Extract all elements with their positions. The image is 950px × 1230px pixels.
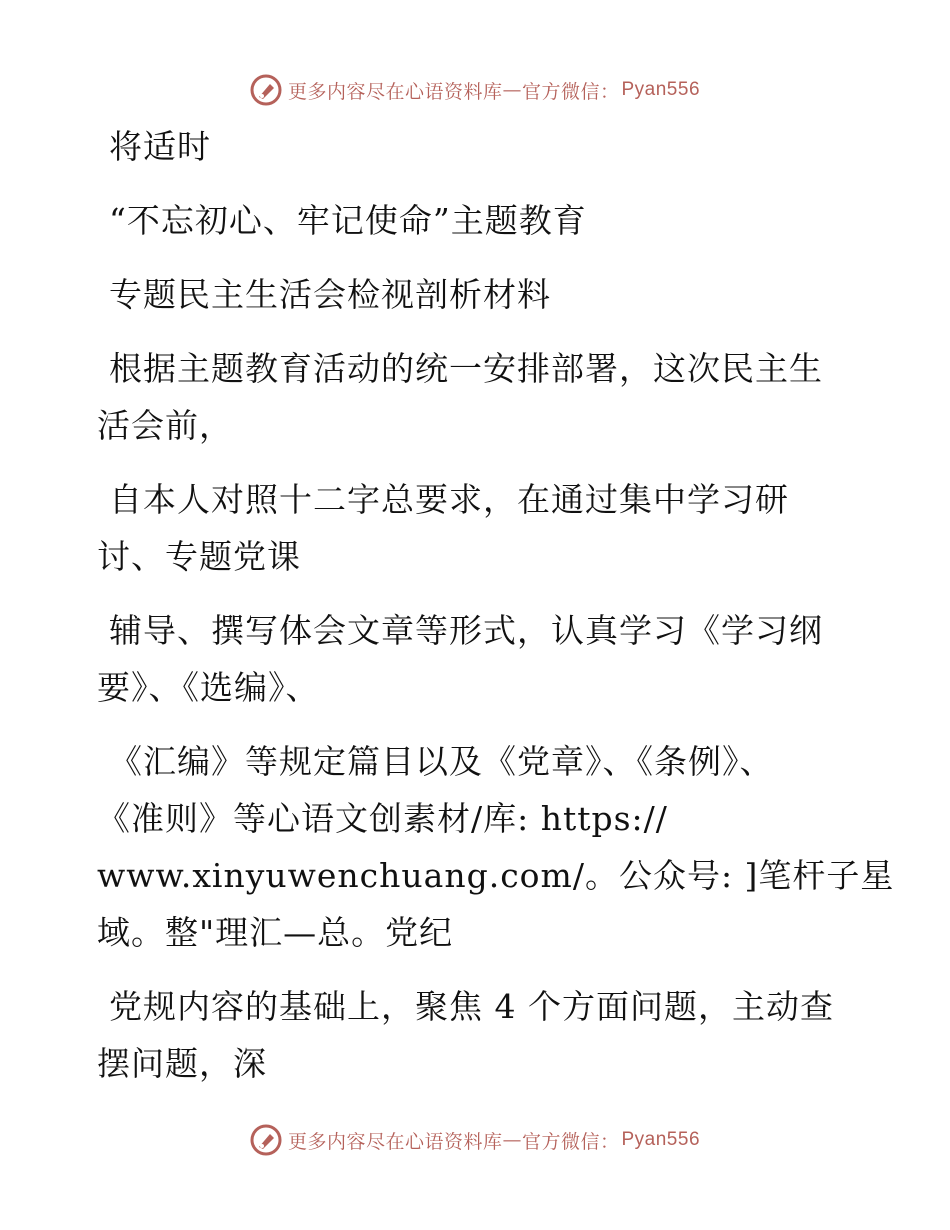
paragraph-line: 自本人对照十二字总要求，在通过集中学习研: [109, 480, 789, 519]
body-paragraph: [97, 471, 857, 585]
paragraph-line: 讨、专题党课: [97, 537, 301, 576]
pen-nib-logo-icon: [250, 1124, 282, 1156]
banner-separator: —: [502, 79, 522, 101]
paragraph-line: 党规内容的基础上，聚焦 4 个方面问题，主动查: [109, 987, 834, 1026]
banner-main-text: 更多内容尽在心语资料库: [287, 80, 503, 103]
banner-separator: —: [502, 1129, 522, 1151]
pen-nib-logo-icon: [250, 74, 282, 106]
banner-wechat-label: 官方微信：: [521, 80, 620, 103]
paragraph-line: 《汇编》等规定篇目以及《党章》、《条例》、: [109, 742, 774, 781]
paragraph-line: 《准则》等心语文创素材/库: https://: [97, 799, 668, 838]
body-paragraph: [97, 978, 857, 1092]
paragraph-line: 要》、《选编》、: [97, 668, 320, 707]
document-body: [97, 118, 895, 1109]
body-paragraph: [97, 733, 895, 961]
paragraph-line: “不忘初心、牢记使命”主题教育: [109, 201, 587, 240]
paragraph-line: 域。整"理汇—总。党纪: [97, 913, 454, 952]
banner-wechat-id: Pyan556: [621, 79, 701, 100]
body-paragraph: [97, 340, 857, 454]
paragraph-line: 将适时: [109, 127, 211, 166]
banner-main-text: 更多内容尽在心语资料库: [287, 1130, 503, 1153]
body-paragraph: [97, 192, 857, 249]
paragraph-line: 活会前，: [97, 406, 233, 445]
body-paragraph: [97, 602, 857, 716]
paragraph-line: 摆问题，深: [97, 1044, 267, 1083]
paragraph-line: 辅导、撰写体会文章等形式，认真学习《学习纲: [109, 611, 823, 650]
body-paragraph: [97, 118, 857, 175]
footer-banner: [0, 1120, 950, 1160]
header-banner: [0, 70, 950, 110]
paragraph-line: 专题民主生活会检视剖析材料: [109, 275, 551, 314]
body-paragraph: [97, 266, 857, 323]
banner-wechat-id: Pyan556: [621, 1129, 701, 1150]
banner-wechat-label: 官方微信：: [521, 1130, 620, 1153]
paragraph-line: www.xinyuwenchuang.com/。公众号: ]笔杆子星: [97, 856, 895, 895]
paragraph-line: 根据主题教育活动的统一安排部署，这次民主生: [109, 349, 823, 388]
